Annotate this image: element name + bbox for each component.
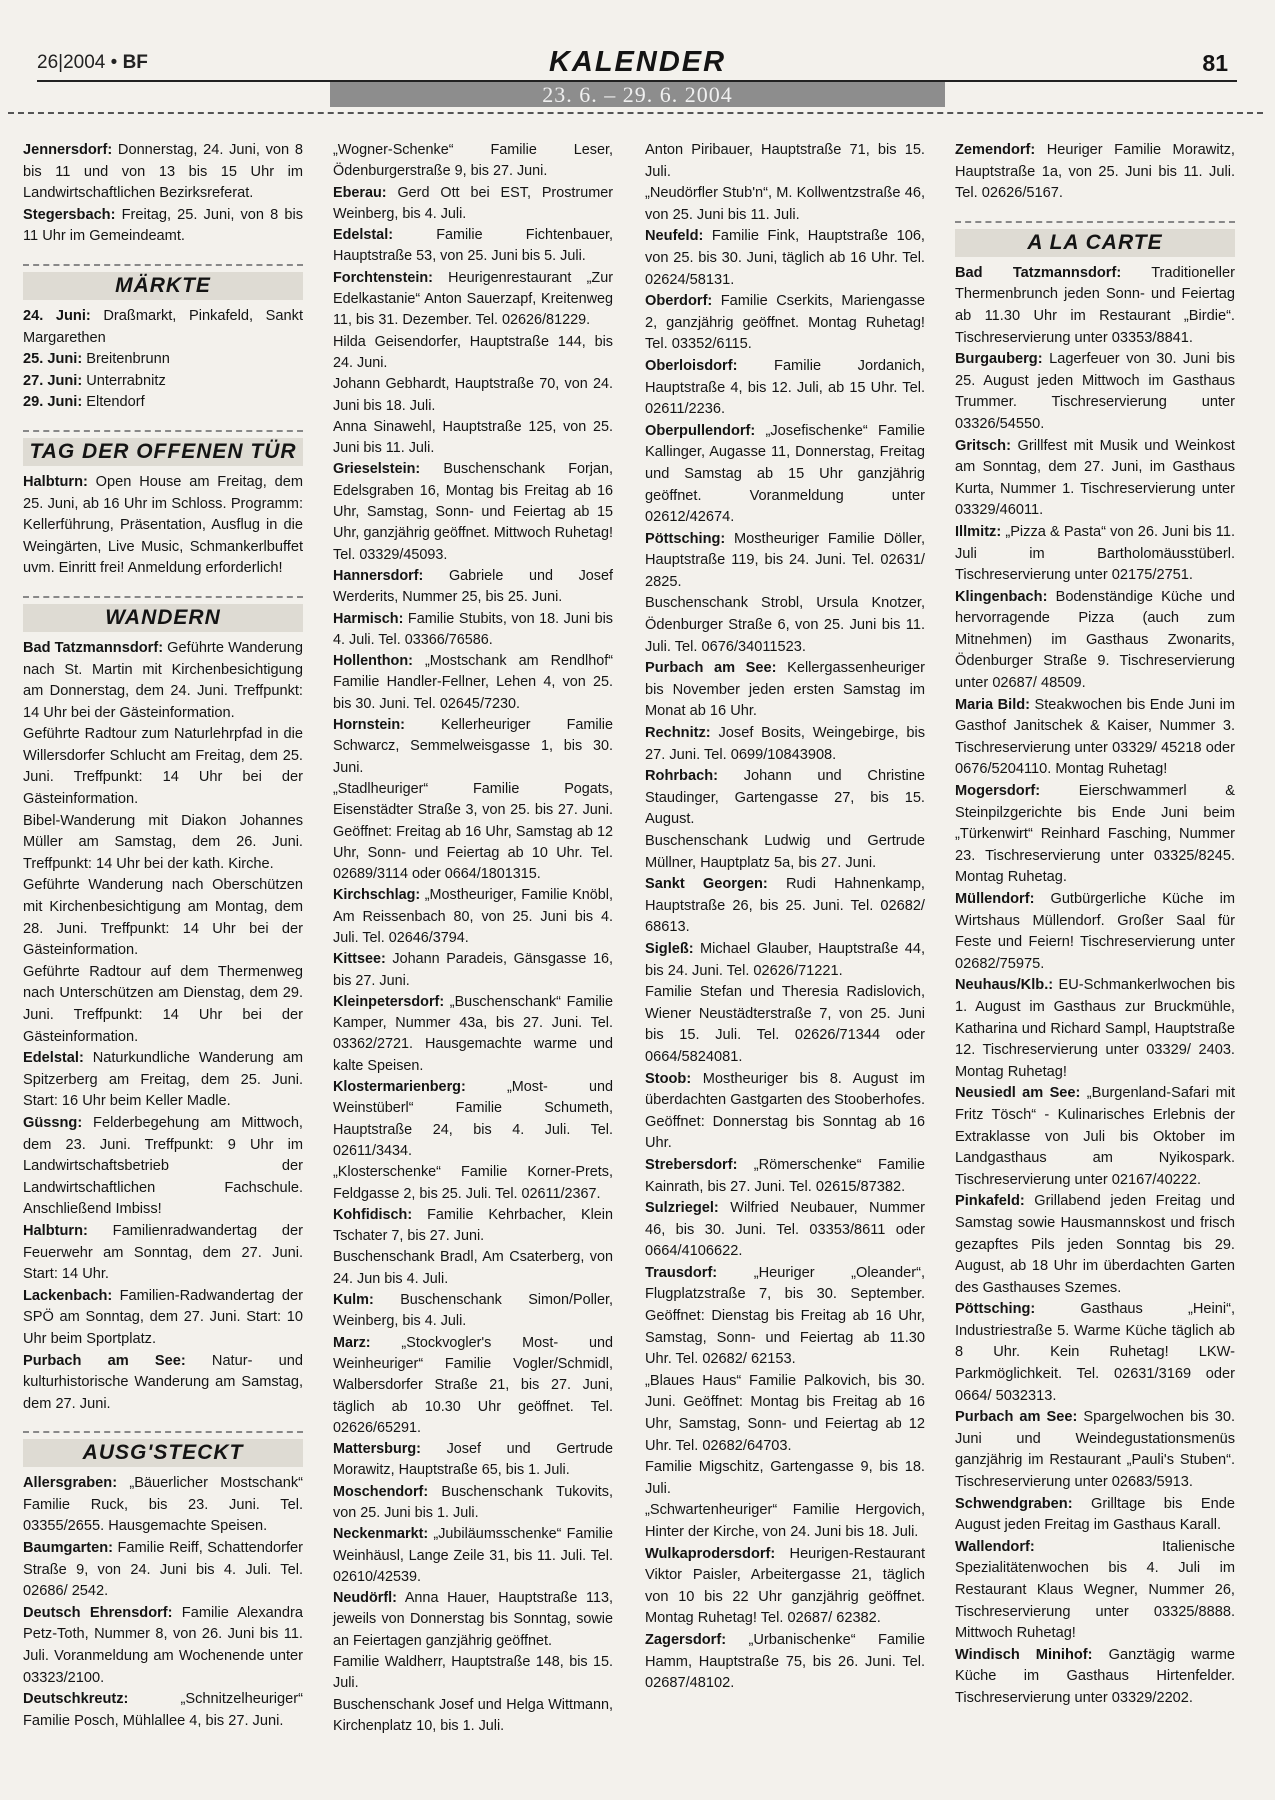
calendar-entry: [333, 949, 613, 992]
column-4: [955, 140, 1235, 1710]
calendar-entry: [333, 1247, 613, 1290]
calendar-entry: [333, 1162, 613, 1205]
maerkte-entries: [23, 306, 303, 414]
entry-text: „Stockvogler's Most- und Weinheuriger“ Familie Vogler/Schmidl, Walbersdorfer Straße 21, bis 27. Juni, täglich ab 10.30 Uhr geöffnet. Tel. 02626/65291.: [333, 1334, 613, 1436]
entry-place: Kulm:: [333, 1292, 374, 1309]
entry-place: Neckenmarkt:: [333, 1526, 429, 1543]
entry-text: „Jubiläumsschenke“ Familie Weinhäusl, Lange Zeile 31, bis 11. Juli. Tel. 02610/42539.: [333, 1526, 613, 1585]
calendar-entry: [645, 831, 925, 874]
calendar-entry: [333, 225, 613, 268]
calendar-entry: [333, 1333, 613, 1439]
entry-text: Freitag, 25. Juni, von 8 bis 11 Uhr im Gemeindeamt.: [23, 206, 303, 245]
entry-text: Buschenschank Josef und Helga Wittmann, Kirchenplatz 10, bis 1. Juli.: [333, 1696, 613, 1734]
entry-text: EU-Schmankerlwochen bis 1. August im Gasthaus zur Bruckmühle, Katharina und Richard Sampl, Hauptstraße 12. Tischreservierung unter 03329/ 2403. Montag Ruhetag!: [955, 977, 1235, 1080]
entry-text: „Mostheuriger, Familie Knöbl, Am Reissenbach 80, von 25. Juni bis 4. Juli. Tel. 02646/3794.: [333, 887, 613, 946]
calendar-entry: [23, 1048, 303, 1113]
entry-text: Gabriele und Josef Werderits, Nummer 25, bis 25. Juni.: [333, 567, 613, 606]
entry-text: Bodenständige Küche und hervorragende Pizza (auch zum Mitnehmen) im Gasthaus Zwonarits, Ödenburger Straße 9. Tischreservierung unter 02687/ 48509.: [955, 588, 1235, 692]
entry-place: Mogersdorf:: [955, 783, 1041, 800]
entry-text: Eltendorf: [82, 394, 145, 411]
entry-place: Strebersdorf:: [645, 1156, 738, 1173]
entry-text: Open House am Freitag, dem 25. Juni, ab 16 Uhr im Schloss. Programm: Kellerführung, Präsentation, Ausflug in die Weingärten, Live Music, Schmankerlbuffet uvm. Einritt frei! Anmeldung erforderlich!: [23, 473, 303, 577]
entry-text: Steakwochen bis Ende Juni im Gasthof Janitschek & Kaiser, Nummer 3. Tischreservierung unter 03329/ 45218 oder 0676/5204110. Montag Ruhetag!: [955, 696, 1235, 778]
entry-text: „Wogner-Schenke“ Familie Leser, Ödenburgerstraße 9, bis 27. Juni.: [333, 142, 613, 180]
column-3: [645, 140, 925, 1695]
entry-text: Unterrabnitz: [82, 372, 166, 389]
calendar-entry: [23, 1286, 303, 1351]
entry-text: „Heuriger „Oleander“, Flugplatzstraße 7, bis 30. September. Geöffnet: Dienstag bis Freitag ab 16 Uhr, Samstag, Sonn- und Feiertag ab 11.30 Uhr. Tel. 02682/ 62153.: [645, 1264, 925, 1368]
entry-text: Josef und Gertrude Morawitz, Hauptstraße 65, bis 1. Juli.: [333, 1441, 613, 1479]
entry-place: Stegersbach:: [23, 206, 116, 223]
entry-text: Geführte Radtour zum Naturlehrpfad in die Willersdorfer Schlucht am Freitag, dem 25. Juni. Treffpunkt: 14 Uhr bei der Gästeinformation.: [23, 726, 303, 808]
entry-place: Mattersburg:: [333, 1441, 421, 1458]
entry-place: Müllendorf:: [955, 891, 1035, 907]
entry-text: „Buschenschank“ Familie Kamper, Nummer 43a, bis 27. Juni. Tel. 03362/2721. Hausgemachte warme und kalte Speisen.: [333, 993, 613, 1074]
entry-text: Mostheuriger bis 8. August im überdachten Gastgarten des Stooberhofes. Geöffnet: Donnerstag bis Sonntag ab 16 Uhr.: [645, 1070, 925, 1152]
calendar-entry: [333, 992, 613, 1077]
entry-text: „Josefischenke“ Familie Kallinger, Augasse 11, Donnerstag, Freitag und Samstag ab 15 Uhr ganzjährig geöffnet. Voranmeldung unter 02612/42674.: [645, 422, 925, 526]
entry-text: Gasthaus „Heini“, Industriestraße 5. Warme Küche täglich ab 8 Uhr. Kein Ruhetag! LKW-Parkmöglichkeit. Tel. 02631/3169 oder 0664/ 5032313.: [955, 1301, 1235, 1404]
entry-text: Johann und Christine Staudinger, Gartengasse 27, bis 15. August.: [645, 768, 925, 828]
entry-text: Wilfried Neubauer, Nummer 46, bis 30. Juni. Tel. 03353/8611 oder 0664/4106622.: [645, 1200, 925, 1260]
entry-text: Familie Fink, Hauptstraße 106, von 25. bis 30. Juni, täglich ab 16 Uhr. Tel. 02624/58131.: [645, 228, 925, 288]
calendar-entry: [333, 1588, 613, 1652]
entry-text: Familie Reiff, Schattendorfer Straße 9, von 24. Juni bis 4. Juli. Tel. 02686/ 2542.: [23, 1540, 303, 1600]
calendar-entry: [23, 1538, 303, 1603]
entry-text: Josef Bosits, Weingebirge, bis 27. Juni. Tel. 0699/10843908.: [645, 725, 925, 763]
entry-place: Wulkaprodersdorf:: [645, 1545, 776, 1562]
entry-place: Wallendorf:: [955, 1538, 1035, 1555]
entry-place: Lackenbach:: [23, 1287, 113, 1304]
calendar-entry: [645, 982, 925, 1068]
wandern-entries: [23, 638, 303, 1415]
entry-text: Italienische Spezialitätenwochen bis 4. Juli im Restaurant Klaus Wegner, Nummer 26, Tischreservierung unter 03325/8888. Mittwoch Ruhetag!: [955, 1538, 1235, 1642]
calendar-entry: [23, 1473, 303, 1538]
a-la-carte-entries: [955, 263, 1235, 1710]
entry-place: 27. Juni:: [23, 372, 83, 389]
entry-place: Klostermarienberg:: [333, 1079, 466, 1096]
entry-place: Harmisch:: [333, 610, 404, 627]
entry-place: Neudörfl:: [333, 1590, 397, 1607]
entry-text: Hilda Geisendorfer, Hauptstraße 144, bis 24. Juni.: [333, 333, 613, 371]
section-title: KALENDER: [548, 46, 727, 78]
calendar-entry: [23, 1689, 303, 1732]
entry-text: Grilltage bis Ende August jeden Freitag im Gasthaus Karall.: [955, 1495, 1235, 1534]
calendar-entry: [645, 1069, 925, 1155]
calendar-entry: [955, 1645, 1235, 1710]
entry-text: „Schwartenheuriger“ Familie Hergovich, Hinter der Kirche, von 24. Juni bis 18. Juli.: [645, 1502, 925, 1540]
entry-place: Hornstein:: [333, 717, 405, 734]
entry-text: „Burgenland-Safari mit Fritz Tösch“ - Kulinarisches Erlebnis der Extraklasse von Juli bis Oktober im Landgasthaus am Nyikospark. Tischreservierung unter 02167/40222.: [955, 1085, 1236, 1188]
entry-place: Deutsch Ehrensdorf:: [23, 1604, 173, 1621]
entry-text: Buschenschank Forjan, Edelsgraben 16, Montag bis Freitag ab 16 Uhr, Samstag, Sonn- und Feiertag ab 15 Uhr, ganzjährig geöffnet. Mittwoch Ruhetag! Tel. 03329/45093.: [333, 461, 613, 563]
section-divider: [23, 1431, 303, 1433]
calendar-entry: [645, 356, 925, 421]
section-title-offene-tuer: TAG DER OFFENEN TÜR: [23, 438, 303, 466]
entry-text: Naturkundliche Wanderung am Spitzerberg am Freitag, dem 25. Juni. Start: 16 Uhr beim Keller Madle.: [23, 1050, 303, 1110]
entry-text: Buschenschank Bradl, Am Csaterberg, von 24. Jun bis 4. Juli.: [333, 1249, 613, 1287]
calendar-entry: [23, 349, 303, 371]
entry-text: Familienradwandertag der Feuerwehr am Sonntag, dem 27. Juni. Start: 14 Uhr.: [23, 1222, 303, 1283]
entry-place: Purbach am See:: [955, 1409, 1078, 1426]
calendar-entry: [23, 306, 303, 349]
entry-text: „Bäuerlicher Mostschank“ Familie Ruck, bis 23. Juni. Tel. 03355/2655. Hausgemachte Speisen.: [23, 1475, 303, 1535]
calendar-entry: [645, 1155, 925, 1198]
calendar-entry: [23, 140, 303, 205]
entry-place: Allersgraben:: [23, 1475, 118, 1492]
entry-place: 24. Juni:: [23, 307, 91, 324]
section-title-wandern: WANDERN: [23, 604, 303, 632]
calendar-entry: [333, 374, 613, 417]
entry-text: „Stadlheuriger“ Familie Pogats, Eisenstädter Straße 3, von 25. bis 27. Juni. Geöffnet: Freitag ab 16 Uhr, Samstag ab 12 Uhr, Sonn- und Feiertag ab 10 Uhr. Tel. 02689/3114 oder 0664/1801315.: [333, 780, 613, 883]
entry-place: Neuhaus/Klb.:: [955, 977, 1054, 994]
entry-text: Familie Migschitz, Gartengasse 9, bis 18. Juli.: [645, 1459, 925, 1497]
calendar-entry: [645, 1198, 925, 1263]
entry-place: Rohrbach:: [645, 768, 718, 785]
ausgsteckt-entries-col1: [23, 1473, 303, 1732]
calendar-entry: [645, 1371, 925, 1457]
entry-place: Gritsch:: [955, 437, 1011, 454]
entry-text: Johann Gebhardt, Hauptstraße 70, von 24. Juni bis 18. Juli.: [333, 376, 613, 414]
entry-text: Gerd Ott bei EST, Prostrumer Weinberg, bis 4. Juli.: [333, 184, 613, 222]
entry-text: Familie Kehrbacher, Klein Tschater 7, bis 27. Juni.: [333, 1206, 613, 1245]
calendar-entry: [645, 1500, 925, 1543]
calendar-entry: [23, 472, 303, 580]
bullet-separator: •: [110, 52, 118, 73]
entry-place: Grieselstein:: [333, 461, 421, 478]
calendar-entry: [645, 291, 925, 356]
calendar-entry: [23, 1603, 303, 1689]
entry-place: Halbturn:: [23, 473, 88, 490]
calendar-entry: [955, 1191, 1235, 1299]
calendar-entry: [955, 140, 1235, 205]
calendar-entry: [645, 529, 925, 594]
ausgsteckt-entries-col3: [645, 140, 925, 1695]
entry-text: Geführte Radtour auf dem Thermenweg nach Unterschützen am Dienstag, dem 29. Juni. Treffpunkt: 14 Uhr bei der Gästeinformation.: [23, 963, 303, 1045]
calendar-entry: [333, 1482, 613, 1525]
entry-place: Pöttsching:: [645, 530, 726, 547]
calendar-entry: [23, 1113, 303, 1221]
entry-place: Pöttsching:: [955, 1301, 1036, 1318]
entry-text: Rudi Hahnenkamp, Hauptstraße 26, bis 25. Juni. Tel. 02682/ 68613.: [645, 876, 925, 936]
entry-text: Geführte Wanderung nach Oberschützen mit Kirchenbesichtigung am Montag, dem 28. Juni. Treffpunkt: 14 Uhr bei der Gästeinformation.: [23, 877, 303, 959]
entry-place: Sulzriegel:: [645, 1200, 719, 1217]
calendar-entry: [645, 939, 925, 982]
calendar-entry: [333, 1695, 613, 1738]
entry-text: „Mostschank am Rendlhof“ Familie Handler-Fellner, Lehen 4, von 25. bis 30. Juni. Tel. 02645/7230.: [333, 653, 613, 712]
calendar-entry: [955, 349, 1235, 435]
entry-text: Anna Hauer, Hauptstraße 113, jeweils von Donnerstag bis Sonntag, sowie an Feiertagen ganzjährig geöffnet.: [333, 1590, 613, 1649]
calendar-entry: [955, 889, 1235, 975]
calendar-entry: [645, 1544, 925, 1630]
entry-text: „Klosterschenke“ Familie Korner-Prets, Feldgasse 2, bis 25. Juli. Tel. 02611/2367.: [333, 1164, 613, 1202]
calendar-entry: [955, 587, 1235, 695]
calendar-entry: [955, 522, 1235, 587]
entry-place: Trausdorf:: [645, 1264, 718, 1281]
section-divider: [955, 221, 1235, 223]
brand-logo: BF: [122, 52, 148, 73]
page-header: [0, 0, 1275, 118]
calendar-entry: [333, 651, 613, 715]
section-title-maerkte: MÄRKTE: [23, 272, 303, 300]
calendar-entry: [955, 1083, 1235, 1191]
calendar-entry: [645, 421, 925, 529]
calendar-entry: [333, 1652, 613, 1695]
entry-text: Ganztägig warme Küche im Gasthaus Hirtenfelder. Tischreservierung unter 03329/2202.: [955, 1646, 1235, 1706]
intro-entries: [23, 140, 303, 248]
entry-place: Purbach am See:: [645, 660, 777, 677]
entry-place: Edelstal:: [23, 1050, 84, 1067]
calendar-entry: [955, 263, 1235, 349]
calendar-entry: [333, 332, 613, 375]
entry-place: Sankt Georgen:: [645, 876, 768, 893]
entry-text: Michael Glauber, Hauptstraße 44, bis 24. Juni. Tel. 02626/71221.: [645, 940, 925, 979]
page-number: 81: [1202, 50, 1228, 76]
entry-place: Rechnitz:: [645, 725, 711, 742]
entry-place: Zemendorf:: [955, 142, 1036, 158]
calendar-entry: [955, 1494, 1235, 1537]
entry-text: Buschenschank Tukovits, von 25. Juni bis 1. Juli.: [333, 1483, 613, 1521]
entry-text: Traditioneller Thermenbrunch jeden Sonn- und Feiertag ab 11.30 Uhr im Restaurant „Birdie“. Tischreservierung unter 03353/8841.: [955, 264, 1236, 346]
entry-place: Purbach am See:: [23, 1352, 186, 1369]
calendar-entry: [333, 609, 613, 652]
entry-text: Familie Alexandra Petz-Toth, Nummer 8, von 26. Juni bis 11. Juli. Voranmeldung am Wochenende unter 03323/2100.: [23, 1604, 303, 1686]
section-divider: [23, 264, 303, 266]
entry-place: Eberau:: [333, 184, 387, 201]
ausgsteckt-entries-col2: [333, 140, 613, 1737]
entry-place: Kleinpetersdorf:: [333, 993, 445, 1010]
entry-place: Marz:: [333, 1334, 371, 1351]
entry-text: Geführte Wanderung nach St. Martin mit Kirchenbesichtigung am Donnerstag, dem 24. Juni. Treffpunkt: 14 Uhr bei der Gästeinformation.: [23, 639, 303, 721]
entry-place: Edelstal:: [333, 227, 393, 244]
entry-place: Kirchschlag:: [333, 887, 421, 904]
calendar-entry: [23, 724, 303, 810]
entry-text: Familien-Radwandertag der SPÖ am Sonntag, dem 27. Juni. Start: 10 Uhr beim Sportplatz.: [23, 1287, 303, 1347]
offene-tuer-entries: [23, 472, 303, 580]
calendar-entry: [23, 638, 303, 724]
entry-text: „Römerschenke“ Familie Kainrath, bis 27. Juni. Tel. 02615/87382.: [645, 1156, 925, 1195]
entry-text: „Urbanischenke“ Familie Hamm, Hauptstraße 75, bis 26. Juni. Tel. 02687/48102.: [645, 1631, 925, 1692]
entry-place: Kittsee:: [333, 951, 386, 968]
calendar-entry: [955, 1299, 1235, 1407]
entry-place: Oberloisdorf:: [645, 357, 738, 374]
entry-place: Deutschkreutz:: [23, 1691, 129, 1708]
calendar-entry: [645, 1630, 925, 1695]
calendar-entry: [23, 875, 303, 961]
entry-place: Oberpullendorf:: [645, 422, 756, 439]
calendar-entry: [333, 779, 613, 885]
calendar-entry: [333, 1439, 613, 1482]
calendar-entry: [333, 417, 613, 460]
entry-place: Jennersdorf:: [23, 142, 113, 158]
section-heading-ausgsteckt: [23, 1431, 303, 1467]
entry-text: „Neudörfler Stub'n“, M. Kollwentzstraße 46, von 25. Juni bis 11. Juli.: [645, 185, 925, 223]
calendar-entry: [645, 593, 925, 658]
entry-text: Kellerheuriger Familie Schwarcz, Semmelweisgasse 1, bis 30. Juni.: [333, 717, 613, 776]
entry-text: Eierschwammerl & Steinpilzgerichte bis Ende Juni beim „Türkenwirt“ Reinhard Fasching, Nummer 23. Tischreservierung unter 03325/8245. Montag Ruhetag.: [955, 783, 1235, 886]
entry-place: Hannersdorf:: [333, 567, 424, 584]
entry-place: Maria Bild:: [955, 696, 1031, 713]
calendar-entry: [333, 715, 613, 779]
entry-place: Pinkafeld:: [955, 1193, 1025, 1210]
calendar-entry: [645, 766, 925, 831]
entry-place: Baumgarten:: [23, 1540, 114, 1557]
ausgsteckt-entries-col4: [955, 140, 1235, 205]
calendar-entry: [333, 885, 613, 949]
entry-text: „Blaues Haus“ Familie Palkovich, bis 30. Juni. Geöffnet: Montag bis Freitag ab 16 Uhr, Samstag, Sonn- und Feiertag ab 12 Uhr. Tel. 02682/64703.: [645, 1372, 925, 1454]
calendar-entry: [645, 183, 925, 226]
entry-text: Heuriger Familie Morawitz, Hauptstraße 1a, von 25. Juni bis 11. Juli. Tel. 02626/5167.: [955, 142, 1235, 202]
calendar-entry: [645, 723, 925, 766]
entry-text: Anna Sinawehl, Hauptstraße 125, von 25. Juni bis 11. Juli.: [333, 418, 613, 457]
date-range-banner: 23. 6. – 29. 6. 2004: [330, 82, 945, 107]
entry-text: Draßmarkt, Pinkafeld, Sankt Margarethen: [23, 307, 303, 346]
entry-text: Familie Stefan und Theresia Radislovich, Wiener Neustädterstraße 7, von 25. Juni bis 15. Juli. Tel. 02626/71344 oder 0664/5824081.: [645, 984, 925, 1065]
entry-text: Johann Paradeis, Gänsgasse 16, bis 27. Juni.: [333, 951, 613, 989]
calendar-entry: [23, 1221, 303, 1286]
calendar-entry: [333, 1524, 613, 1588]
calendar-entry: [333, 1205, 613, 1248]
calendar-entry: [645, 1263, 925, 1371]
entry-place: Stoob:: [645, 1070, 692, 1087]
entry-text: Heurigenrestaurant „Zur Edelkastanie“ Anton Sauerzapf, Kreitenweg 11, bis 31. Dezember. Tel. 02626/81229.: [333, 269, 613, 329]
calendar-entry: [645, 226, 925, 291]
entry-text: Buschenschank Simon/Poller, Weinberg, bis 4. Juli.: [333, 1292, 613, 1330]
calendar-entry: [955, 975, 1235, 1083]
entry-text: Grillabend jeden Freitag und Samstag sowie Hausmannskost und frisch gezapftes Pils jeden Sonntag bis 29. August, ab 18 Uhr im überdachten Garten des Gasthauses Szemes.: [955, 1193, 1235, 1296]
entry-place: 25. Juni:: [23, 351, 83, 368]
entry-place: Windisch Minihof:: [955, 1646, 1093, 1663]
entry-place: Schwendgraben:: [955, 1495, 1073, 1512]
entry-text: Felderbegehung am Mittwoch, dem 23. Juni. Treffpunkt: 9 Uhr im Landwirtschaftsbetrieb der Landwirtschaftlichen Fachschule. Anschließend Imbiss!: [23, 1114, 303, 1218]
calendar-entry: [333, 1290, 613, 1333]
calendar-entry: [333, 183, 613, 226]
entry-place: Burgauberg:: [955, 351, 1043, 368]
calendar-entry: [23, 392, 303, 414]
entry-text: Gutbürgerliche Küche im Wirtshaus Müllendorf. Großer Saal für Feste und Feiern! Tischreservierung unter 02682/75975.: [955, 891, 1235, 972]
column-1: [23, 140, 303, 1732]
entry-place: Kohfidisch:: [333, 1206, 413, 1223]
calendar-entry: [645, 658, 925, 723]
issue-label: [37, 52, 148, 74]
calendar-entry: [955, 695, 1235, 781]
entry-place: Klingenbach:: [955, 588, 1048, 605]
entry-place: Güssng:: [23, 1114, 83, 1131]
entry-text: Kellergassenheuriger bis November jeden ersten Samstag im Monat ab 16 Uhr.: [645, 660, 926, 720]
entry-text: Lagerfeuer von 30. Juni bis 25. August jeden Mittwoch im Gasthaus Trummer. Tischreservierung unter 03326/54550.: [955, 351, 1235, 432]
section-heading-offene-tuer: [23, 430, 303, 466]
issue-number: 26|2004: [37, 52, 106, 73]
entry-text: Grillfest mit Musik und Weinkost am Sonntag, dem 27. Juni, im Gasthaus Kurta, Nummer 1. Tischreservierung unter 03329/46011.: [955, 437, 1235, 519]
entry-text: „Schnitzelheuriger“ Familie Posch, Mühlallee 4, bis 27. Juni.: [23, 1691, 303, 1729]
entry-text: Heurigen-Restaurant Viktor Paisler, Arbeitergasse 21, täglich von 10 bis 22 Uhr ganzjährig geöffnet. Montag Ruhetag! Tel. 02687/ 62382.: [645, 1545, 925, 1627]
calendar-entry: [333, 268, 613, 332]
entry-place: Zagersdorf:: [645, 1631, 727, 1648]
calendar-entry: [23, 371, 303, 393]
calendar-entry: [955, 1537, 1235, 1645]
entry-place: Bad Tatzmannsdorf:: [955, 264, 1122, 281]
entry-text: Spargelwochen bis 30. Juni und Weindegustationsmenüs ganzjährig im Restaurant „Pauli's Stuben“. Tischreservierung unter 02683/5913.: [955, 1409, 1236, 1491]
entry-text: Familie Stubits, von 18. Juni bis 4. Juli. Tel. 03366/76586.: [333, 610, 613, 648]
entry-text: Mostheuriger Familie Döller, Hauptstraße 119, bis 24. Juni. Tel. 02631/ 2825.: [645, 530, 925, 590]
entry-place: Moschendorf:: [333, 1483, 429, 1500]
entry-text: „Most- und Weinstüberl“ Familie Schumeth, Hauptstraße 24, bis 4. Juli. Tel. 02611/3434.: [333, 1079, 613, 1159]
header-dashed-divider: [8, 112, 1263, 114]
section-divider: [23, 596, 303, 598]
entry-place: Neufeld:: [645, 228, 704, 245]
entry-place: Bad Tatzmannsdorf:: [23, 639, 164, 656]
section-divider: [23, 430, 303, 432]
entry-text: Familie Waldherr, Hauptstraße 148, bis 15. Juli.: [333, 1654, 613, 1692]
calendar-entry: [23, 811, 303, 876]
section-heading-wandern: [23, 596, 303, 632]
calendar-entry: [955, 1407, 1235, 1493]
entry-text: Donnerstag, 24. Juni, von 8 bis 11 und von 13 bis 15 Uhr im Landwirtschaftlichen Bezirksreferat.: [23, 142, 303, 202]
entry-text: „Pizza & Pasta“ von 26. Juni bis 11. Juli im Bartholomäusstüberl. Tischreservierung unter 02175/2751.: [955, 523, 1235, 584]
calendar-entry: [23, 962, 303, 1048]
calendar-entry: [333, 140, 613, 183]
calendar-entry: [333, 1077, 613, 1162]
section-heading-maerkte: [23, 264, 303, 300]
calendar-entry: [645, 874, 925, 939]
calendar-entry: [23, 1351, 303, 1416]
entry-text: Familie Cserkits, Mariengasse 2, ganzjährig geöffnet. Montag Ruhetag! Tel. 03352/6115.: [645, 293, 925, 353]
calendar-entry: [23, 205, 303, 248]
column-2: [333, 140, 613, 1737]
calendar-entry: [645, 1457, 925, 1500]
entry-text: Bibel-Wanderung mit Diakon Johannes Müller am Samstag, dem 26. Juni. Treffpunkt: 14 Uhr bei der kath. Kirche.: [23, 812, 303, 872]
section-title-ausgsteckt: AUSG'STECKT: [23, 1439, 303, 1467]
entry-place: 29. Juni:: [23, 394, 83, 411]
calendar-entry: [955, 781, 1235, 889]
calendar-entry: [333, 566, 613, 609]
entry-place: Oberdorf:: [645, 293, 713, 310]
entry-text: Familie Fichtenbauer, Hauptstraße 53, von 25. Juni bis 5. Juli.: [333, 227, 613, 265]
calendar-entry: [333, 459, 613, 565]
calendar-entry: [955, 436, 1235, 522]
entry-text: Buschenschank Ludwig und Gertrude Müllner, Hauptplatz 5a, bis 27. Juni.: [645, 833, 925, 871]
calendar-entry: [645, 140, 925, 183]
entry-place: Sigleß:: [645, 940, 694, 957]
entry-place: Neusiedl am See:: [955, 1085, 1081, 1102]
entry-place: Halbturn:: [23, 1222, 88, 1239]
entry-place: Forchtenstein:: [333, 269, 433, 286]
entry-text: Natur- und kulturhistorische Wanderung am Samstag, dem 27. Juni.: [23, 1352, 303, 1412]
entry-place: Illmitz:: [955, 523, 1002, 540]
entry-text: Buschenschank Strobl, Ursula Knotzer, Ödenburger Straße 6, von 25. Juni bis 11. Juli. Tel. 0676/34011523.: [645, 595, 925, 655]
entry-text: Anton Piribauer, Hauptstraße 71, bis 15. Juli.: [645, 142, 925, 180]
entry-place: Hollenthon:: [333, 653, 413, 670]
entry-text: Breitenbrunn: [82, 351, 170, 368]
section-heading-a-la-carte: [955, 221, 1235, 257]
entry-text: Familie Jordanich, Hauptstraße 4, bis 12. Juli, ab 15 Uhr. Tel. 02611/2236.: [645, 357, 925, 418]
section-title-a-la-carte: A LA CARTE: [955, 229, 1235, 257]
